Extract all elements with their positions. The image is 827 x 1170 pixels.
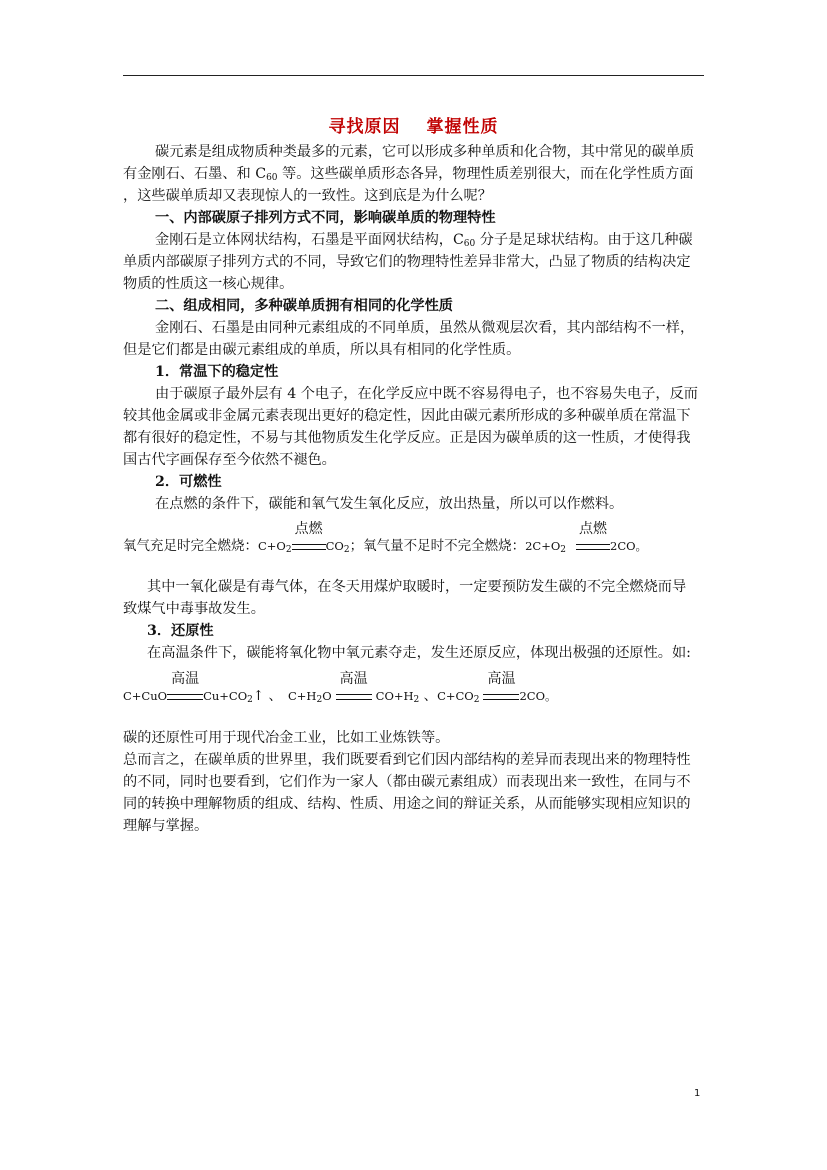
page-title — [0, 112, 827, 137]
conclusion-line-1: 碳的还原性可用于现代冶金工业，比如工业炼铁等。 — [123, 730, 450, 746]
section-1-line-3: 物质的性质这一核心规律。 — [123, 276, 294, 292]
section-1-line-2: 单质内部碳原子排列方式的不同，导致它们的物理特性差异非常大，凸显了物质的结构决定 — [123, 254, 691, 270]
condition-arrow: 高温 — [167, 686, 203, 706]
section-1-line-1: 金刚石是立体网状结构，石墨是平面网状结构，$C_{60}$ 分子是足球状结构。由于这几种碳 — [155, 232, 693, 249]
intro-line-3: ，这些碳单质却又表现惊人的一致性。这到底是为什么呢？ — [123, 188, 492, 204]
reduction-equations: C+CuO 高温 $Cu+CO_2↑$ 、 $C+H_2O$ 高温 $CO+H_2$ 、$C+CO_2$ 高温 2CO。 — [123, 671, 557, 705]
combustion-heading: 2．可燃性 — [155, 474, 222, 490]
title-part-2: 掌握性质 — [426, 117, 499, 137]
stability-line-4: 国古代字画保存至今依然不褪色。 — [123, 452, 336, 468]
title-part-1: 寻找原因 — [328, 117, 401, 137]
header-rule — [123, 75, 704, 76]
conclusion-line-2: 总而言之，在碳单质的世界里，我们既要看到它们因内部结构的差异而表现出来的物理特性 — [123, 752, 691, 768]
stability-heading: 1．常温下的稳定性 — [155, 364, 279, 380]
condition-arrow: 高温 — [483, 686, 519, 706]
section-2-line-2: 但是它们都是由碳元素组成的单质，所以具有相同的化学性质。 — [123, 342, 521, 358]
combustion-line-2: 其中一氧化碳是有毒气体，在冬天用煤炉取暖时，一定要预防发生碳的不完全燃烧而导 — [147, 579, 687, 595]
condition-arrow: 高温 — [336, 686, 372, 706]
combustion-equations: 氧气充足时完全燃烧：$C+O_2$ 点燃 $CO_2$；氧气量不足时不完全燃烧：$2C+O_2$ 点燃 2CO。 — [123, 521, 648, 555]
intro-line-2: 有金刚石、石墨、和 $C_{60}$ 等。这些碳单质形态各异，物理性质差别很大，而在化学性质方面 — [123, 166, 694, 183]
combustion-line-1: 在点燃的条件下，碳能和氧气发生氧化反应，放出热量，所以可以作燃料。 — [155, 496, 624, 512]
section-2-line-1: 金刚石、石墨是由同种元素组成的不同单质，虽然从微观层次看，其内部结构不一样， — [155, 320, 695, 336]
stability-line-2: 较其他金属或非金属元素表现出更好的稳定性，因此由碳元素所形成的多种碳单质在常温下 — [123, 408, 691, 424]
stability-line-1: 由于碳原子最外层有 4 个电子，在化学反应中既不容易得电子，也不容易失电子，反而 — [155, 386, 698, 402]
reduction-heading: 3．还原性 — [147, 623, 214, 639]
conclusion-line-3: 的不同，同时也要看到，它们作为一家人（都由碳元素组成）而表现出来一致性，在同与不 — [123, 774, 691, 790]
section-1-heading: 一、内部碳原子排列方式不同，影响碳单质的物理特性 — [155, 210, 496, 226]
page-number: 1 — [694, 1088, 701, 1099]
combustion-line-3: 致煤气中毒事故发生。 — [123, 601, 265, 617]
conclusion-line-4: 同的转换中理解物质的组成、结构、性质、用途之间的辩证关系，从而能够实现相应知识的 — [123, 796, 691, 812]
reduction-line-1: 在高温条件下，碳能将氧化物中氧元素夺走，发生还原反应，体现出极强的还原性。如: — [147, 645, 691, 661]
condition-arrow: 点燃 — [292, 536, 326, 556]
conclusion-line-5: 理解与掌握。 — [123, 818, 209, 834]
intro-line-1: 碳元素是组成物质种类最多的元素，它可以形成多种单质和化合物，其中常见的碳单质 — [155, 144, 695, 160]
stability-line-3: 都有很好的稳定性，不易与其他物质发生化学反应。正是因为碳单质的这一性质，才使得我 — [123, 430, 691, 446]
section-2-heading: 二、组成相同，多种碳单质拥有相同的化学性质 — [155, 298, 453, 314]
condition-arrow: 点燃 — [576, 536, 610, 556]
